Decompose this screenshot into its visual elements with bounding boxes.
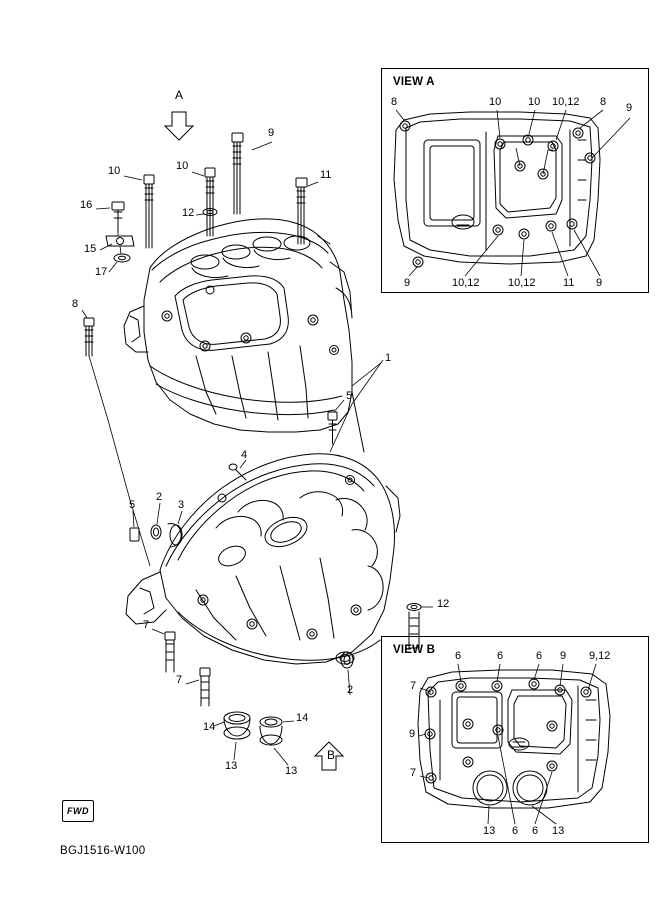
view-a-callout-9-bottom-left: 9 — [404, 277, 411, 289]
callout-10-left: 10 — [108, 165, 121, 177]
view-a-callout-10-12-top: 10,12 — [552, 96, 580, 108]
view-b-callout-6-c: 6 — [536, 650, 543, 662]
view-a-callout-9-top-right: 9 — [626, 102, 633, 114]
callout-11: 11 — [320, 169, 332, 181]
section-marker-a: A — [175, 88, 184, 102]
view-b-callout-6-d: 6 — [512, 825, 519, 837]
callout-12-upper: 12 — [182, 207, 195, 219]
view-b-label: VIEW B — [393, 644, 436, 656]
callout-15: 15 — [84, 243, 97, 255]
callout-14-right: 14 — [296, 712, 309, 724]
view-b-callout-6-b: 6 — [497, 650, 504, 662]
callout-5-left: 5 — [129, 499, 136, 511]
view-b-callout-9-top: 9 — [560, 650, 567, 662]
view-b-callout-6-a: 6 — [455, 650, 462, 662]
view-b-callout-13-right: 13 — [552, 825, 565, 837]
view-a-label: VIEW A — [393, 76, 435, 88]
view-a-panel — [381, 68, 649, 293]
callout-2-upper: 2 — [156, 491, 163, 503]
callout-1: 1 — [385, 352, 392, 364]
view-b-panel — [381, 636, 649, 843]
diagram-part-number: BGJ1516-W100 — [60, 845, 146, 857]
callout-13-left: 13 — [225, 760, 238, 772]
view-a-callout-8-left: 8 — [391, 96, 398, 108]
callout-12-lower: 12 — [437, 598, 450, 610]
callout-9-top: 9 — [268, 127, 275, 139]
view-a-callout-10-12-b2: 10,12 — [508, 277, 536, 289]
view-a-callout-10-a: 10 — [489, 96, 502, 108]
view-b-callout-9-12: 9,12 — [589, 650, 611, 662]
view-a-callout-10-12-b1: 10,12 — [452, 277, 480, 289]
fwd-direction-marker: FWD — [62, 800, 94, 822]
callout-16: 16 — [80, 199, 93, 211]
view-b-callout-7-bottom: 7 — [410, 767, 417, 779]
callout-10-mid: 10 — [176, 160, 189, 172]
view-b-callout-6-e: 6 — [532, 825, 539, 837]
view-b-callout-9-left: 9 — [409, 728, 416, 740]
callout-7-lower: 7 — [176, 674, 183, 686]
view-a-callout-8-right: 8 — [600, 96, 607, 108]
view-a-callout-11: 11 — [563, 277, 575, 289]
view-b-callout-13-left: 13 — [483, 825, 496, 837]
view-a-callout-10-b: 10 — [528, 96, 541, 108]
callout-4: 4 — [241, 449, 248, 461]
section-marker-b: B — [327, 748, 336, 762]
callout-2-lower: 2 — [347, 684, 354, 696]
callout-8-left: 8 — [72, 298, 79, 310]
callout-17: 17 — [95, 266, 108, 278]
callout-13-right: 13 — [285, 765, 298, 777]
view-a-callout-9-bottom-right: 9 — [596, 277, 603, 289]
callout-14-left: 14 — [203, 721, 216, 733]
callout-5-right: 5 — [346, 390, 353, 402]
callout-7-upper: 7 — [143, 619, 150, 631]
view-b-callout-7-top: 7 — [410, 680, 417, 692]
callout-3: 3 — [178, 499, 185, 511]
